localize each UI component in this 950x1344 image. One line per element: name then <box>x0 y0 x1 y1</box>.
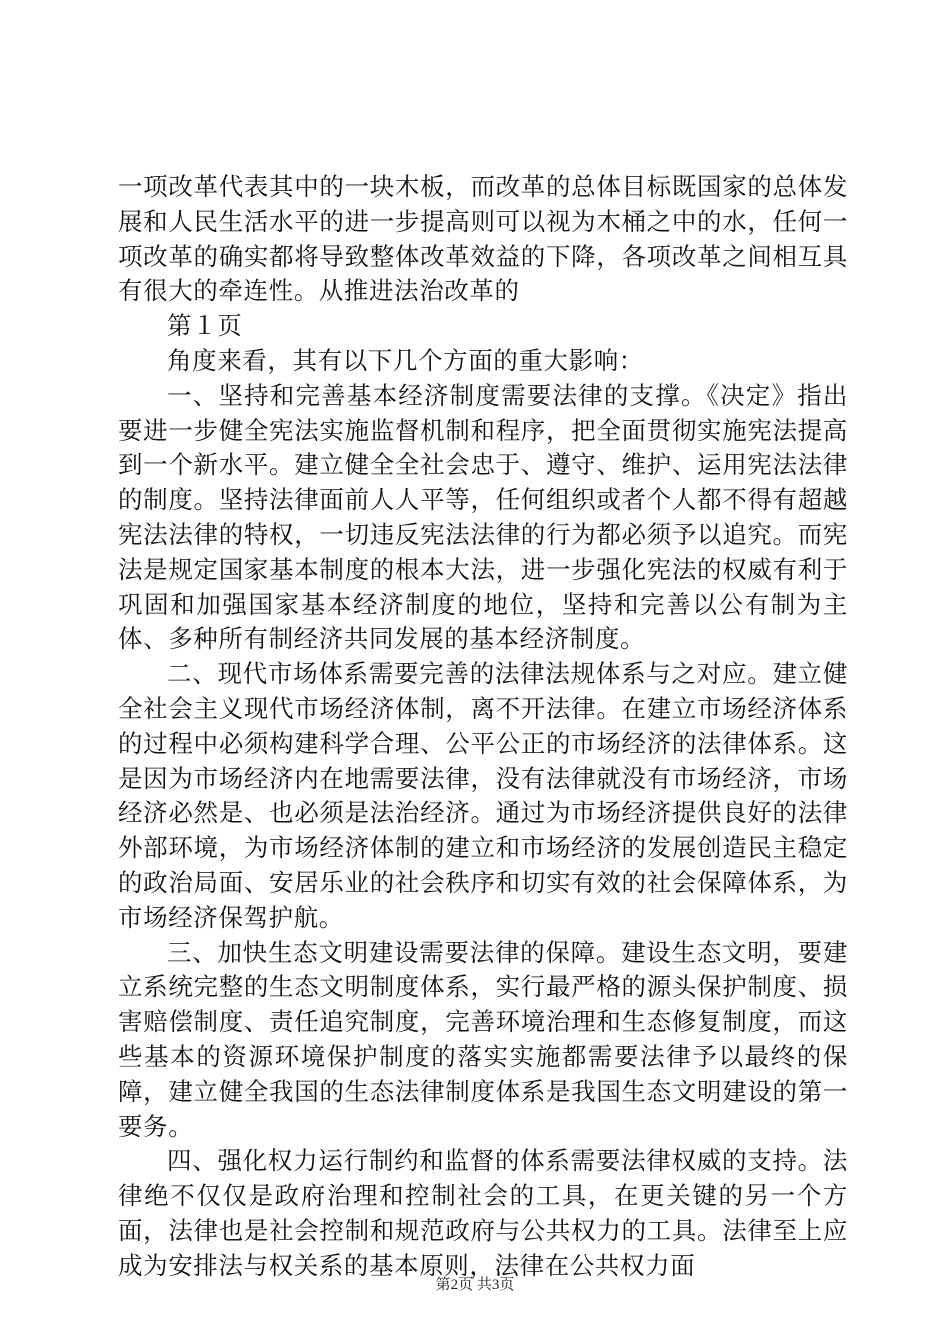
document-body <box>118 170 848 1284</box>
paragraph: 角度来看，其有以下几个方面的重大影响： <box>167 345 644 375</box>
page-marker: 第１页 <box>167 311 243 341</box>
paragraph: 四、强化权力运行制约和监督的体系需要法律权威的支持。法律绝不仅仅是政府治理和控制社会的工具，在更关键的另一个方面，法律也是社会控制和规范政府与公共权力的工具。法律至上应成为安排法与权关系的基本原则，法律在公共权力面 <box>118 1146 848 1280</box>
paragraph: 一、坚持和完善基本经济制度需要法律的支撑。《决定》指出要进一步健全宪法实施监督机制和程序，把全面贯彻实施宪法提高到一个新水平。建立健全全社会忠于、遵守、维护、运用宪法法律的制度。坚持法律面前人人平等，任何组织或者个人都不得有超越宪法法律的特权，一切违反宪法法律的行为都必须予以追究。而宪法是规定国家基本制度的根本大法，进一步强化宪法的权威有利于巩固和加强国家基本经济制度的地位，坚持和完善以公有制为主体、多种所有制经济共同发展的基本经济制度。 <box>118 380 848 654</box>
paragraph: 三、加快生态文明建设需要法律的保障。建设生态文明，要建立系统完整的生态文明制度体系，实行最严格的源头保护制度、损害赔偿制度、责任追究制度，完善环境治理和生态修复制度，而这些基本的资源环境保护制度的落实实施都需要法律予以最终的保障，建立健全我国的生态法律制度体系是我国生态文明建设的第一要务。 <box>118 937 848 1141</box>
paragraph: 一项改革代表其中的一块木板，而改革的总体目标既国家的总体发展和人民生活水平的进一步提高则可以视为木桶之中的水，任何一项改革的确实都将导致整体改革效益的下降，各项改革之间相互具有很大的牵连性。从推进法治改革的 <box>118 172 848 306</box>
page-footer: 第2页 共3页 <box>435 1277 515 1293</box>
paragraph: 二、现代市场体系需要完善的法律法规体系与之对应。建立健全社会主义现代市场经济体制，离不开法律。在建立市场经济体系的过程中必须构建科学合理、公平公正的市场经济的法律体系。这是因为市场经济内在地需要法律，没有法律就没有市场经济，市场经济必然是、也必须是法治经济。通过为市场经济提供良好的法律外部环境，为市场经济体制的建立和市场经济的发展创造民主稳定的政治局面、安居乐业的社会秩序和切实有效的社会保障体系，为市场经济保驾护航。 <box>118 659 848 932</box>
